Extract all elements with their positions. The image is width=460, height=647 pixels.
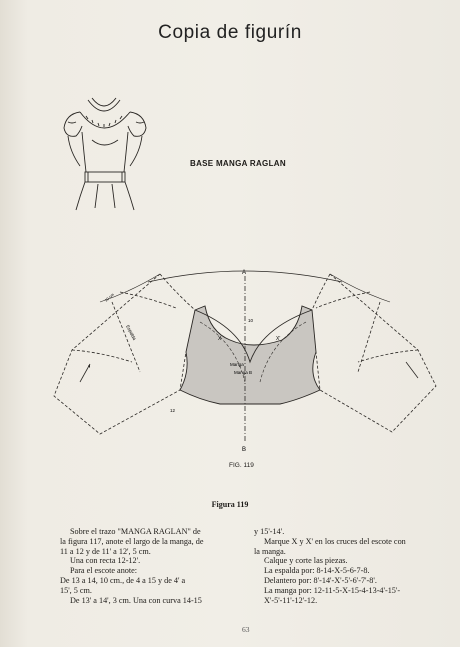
label-b: B: [242, 447, 247, 453]
text-line: la figura 117, anote el largo de la manga, de: [60, 536, 204, 546]
label-10: 10: [248, 318, 254, 323]
right-sleeve-outline: [312, 274, 436, 432]
text-line: Calque y corte las piezas.: [264, 556, 348, 566]
text-line: Delantero por: 8'-14'-X'-5'-6'-7'-8'.: [264, 575, 377, 585]
text-line: Una con recta 12-12'.: [70, 556, 141, 566]
label-manga-right: Manga B: [234, 370, 253, 375]
instructions-right-column: [254, 527, 444, 605]
figure-label: FIG. 119: [229, 462, 254, 469]
page-title: Copia de figurín: [158, 22, 302, 43]
text-line: De 13 a 14, 10 cm., de 4 a 15 y de 4' a: [60, 575, 186, 585]
label-x-prime: X': [276, 336, 281, 342]
text-line: la manga.: [254, 546, 286, 556]
text-line: Sobre el trazo "MANGA RAGLAN" de: [70, 527, 201, 536]
label-x: X: [218, 336, 222, 342]
text-line: 15', 5 cm.: [60, 585, 92, 595]
text-line: La manga por: 12-11-5-X-15-4-13-4'-15'-: [264, 585, 401, 595]
text-line: Marque X y X' en los cruces del escote con: [264, 536, 406, 546]
raglan-pattern-diagram: [40, 262, 450, 457]
section-subtitle: BASE MANGA RAGLAN: [190, 159, 286, 168]
page-number: 63: [242, 625, 250, 634]
label-12: 12: [170, 408, 176, 413]
figure-caption: Figura 119: [211, 500, 249, 509]
text-line: X'-5'-11'-12'-12.: [264, 595, 318, 605]
text-line: y 15'-14'.: [254, 527, 285, 536]
label-manga-left: Manga: [230, 362, 244, 367]
label-espalda: Espalda: [125, 324, 138, 341]
label-10cm: 10 cm: [103, 291, 115, 303]
text-line: La espalda por: 8-14-X-5-6-7-8.: [264, 566, 370, 576]
text-line: 11 a 12 y de 11' a 12', 5 cm.: [60, 546, 151, 556]
instructions-left-column: [60, 527, 242, 605]
text-line: De 13' a 14', 3 cm. Una con curva 14-15: [70, 595, 202, 605]
figurine-sketch: [58, 92, 150, 212]
label-a: A: [242, 270, 247, 276]
text-line: Para el escote anote:: [70, 566, 138, 576]
